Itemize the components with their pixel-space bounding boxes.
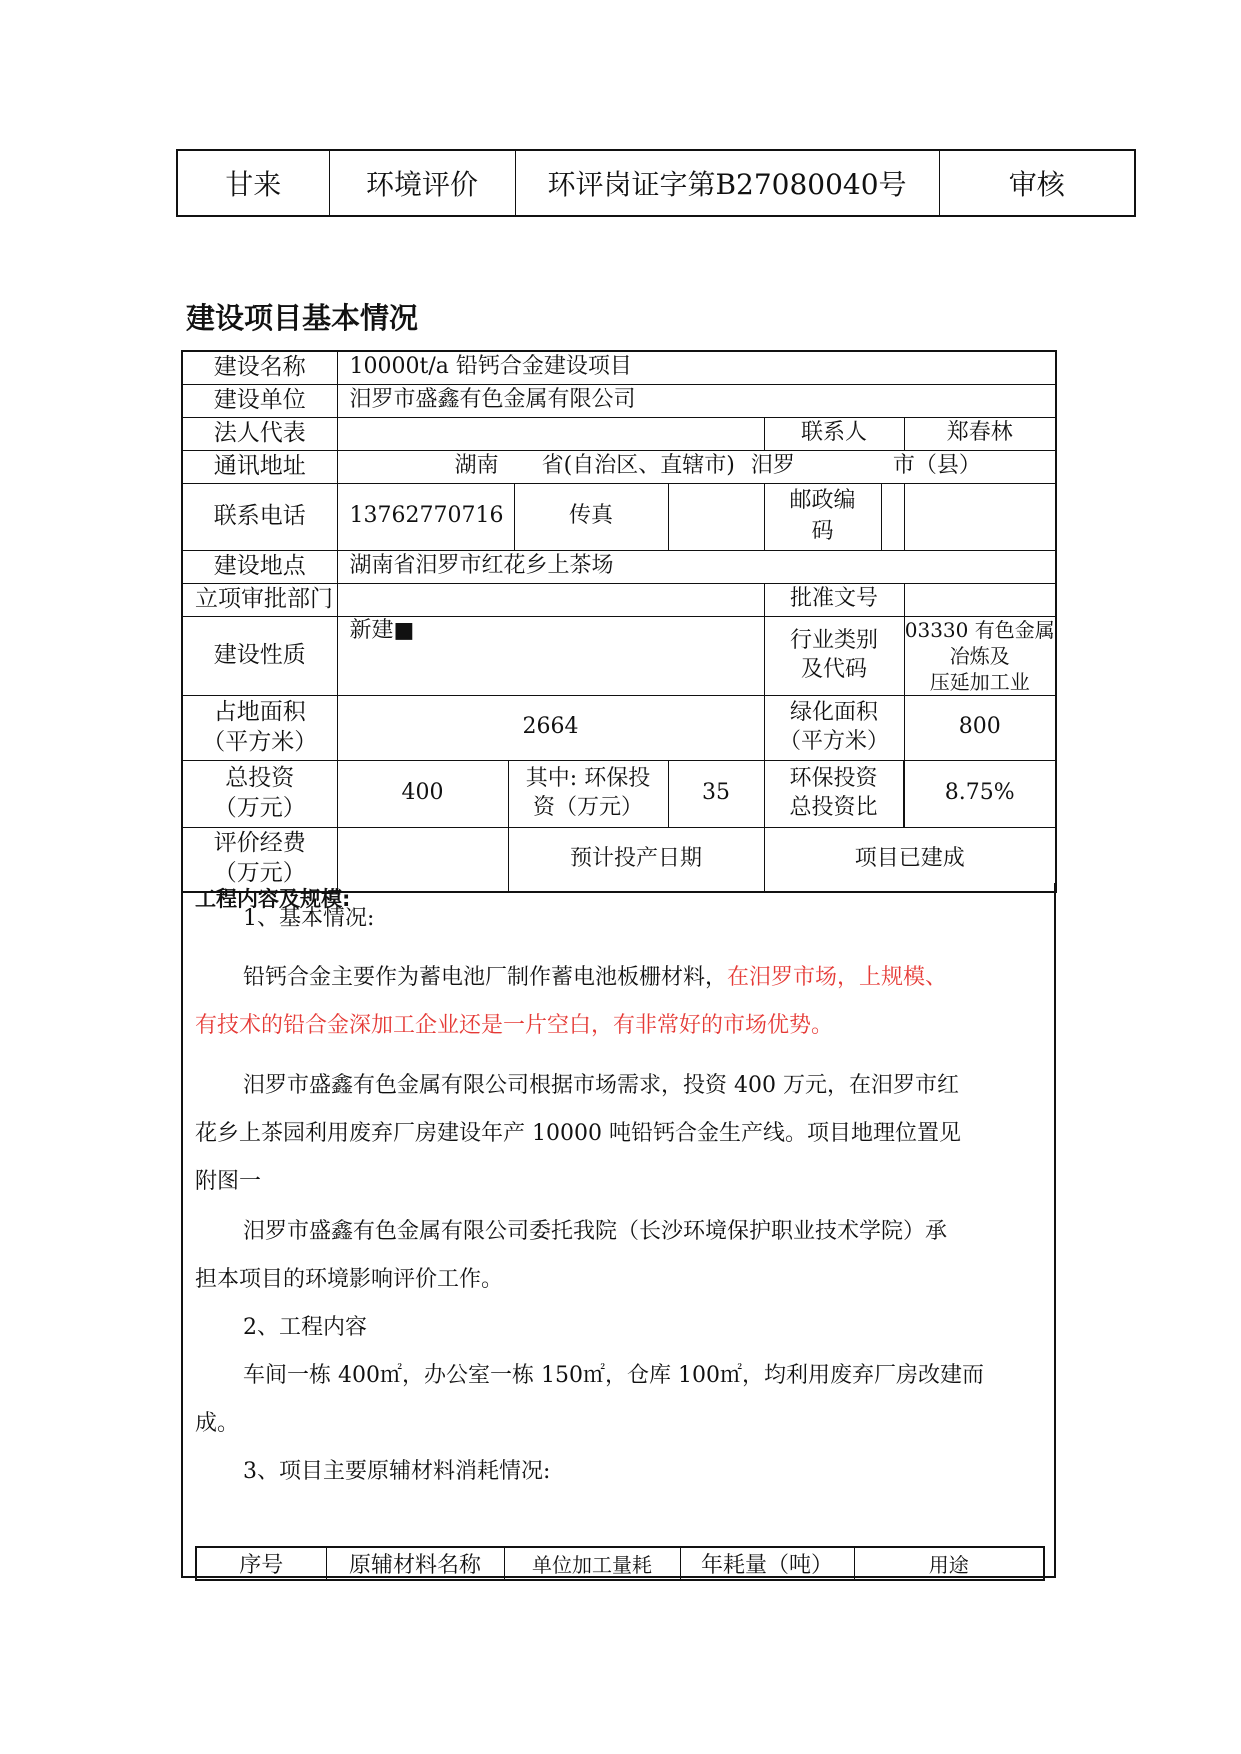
- env-invest-label-line2: 资（万元）: [532, 794, 643, 820]
- address-city: 汨罗: [750, 453, 795, 479]
- para-4-line-1: 车间一栋 400㎡，办公室一栋 150㎡，仓库 100㎡，均利用废弃厂房改建而: [243, 1363, 984, 1388]
- nature-value: 新建■: [337, 616, 764, 695]
- para-3-line-2: 担本项目的环境影响评价工作。: [195, 1267, 504, 1292]
- industry-label-line2: 及代码: [800, 656, 867, 682]
- materials-col-index: 序号: [196, 1547, 326, 1580]
- row-phone: [182, 483, 1056, 550]
- unit-value: 汨罗市盛鑫有色金属有限公司: [337, 384, 1056, 417]
- env-invest-label: [508, 760, 668, 827]
- postcode-subtable: [765, 484, 904, 550]
- fax-label: 传真: [568, 503, 613, 529]
- para-1-black: 铅钙合金主要作为蓄电池厂制作蓄电池板栅材料，: [243, 965, 728, 990]
- address-label: 通讯地址: [182, 450, 337, 483]
- materials-col-name: 原辅材料名称: [326, 1547, 504, 1580]
- approval-doc-label: 批准文号: [764, 583, 904, 616]
- unit-label: 建设单位: [182, 384, 337, 417]
- invest-label-line1: 总投资: [225, 764, 295, 791]
- para-1-line-2: 有技术的铅合金深加工企业还是一片空白，有非常好的市场优势。: [195, 1013, 834, 1038]
- industry-value-line1: 03330 有色金属冶炼及: [904, 617, 1055, 668]
- green-value: 800: [904, 695, 1056, 760]
- area-value: 2664: [337, 695, 764, 760]
- env-invest-label-line1: 其中: 环保投: [525, 765, 651, 791]
- area-label-line2: （平方米）: [202, 728, 318, 755]
- contact-label: 联系人: [764, 417, 904, 450]
- postcode-label-line1: 邮政编: [789, 487, 856, 513]
- green-label-line2: （平方米）: [778, 728, 889, 754]
- heading-engineering: 2、工程内容: [243, 1315, 367, 1340]
- address-city-suffix: 市（县）: [892, 453, 981, 479]
- para-4-line-2: 成。: [195, 1411, 240, 1436]
- project-info-table: [181, 350, 1057, 893]
- para-2-line-2: 花乡上茶园利用废弃厂房建设年产 10000 吨铅钙合金生产线。项目地理位置见: [195, 1121, 961, 1146]
- ratio-label-line2: 总投资比: [789, 794, 878, 820]
- industry-label-line1: 行业类别: [789, 627, 878, 653]
- green-label: [764, 695, 904, 760]
- fax-value: [668, 483, 764, 550]
- signature-row: [177, 150, 1135, 216]
- row-site: [182, 550, 1056, 583]
- legal-rep-label: 法人代表: [182, 417, 337, 450]
- ratio-label-line1: 环保投资: [789, 765, 878, 791]
- project-name-value: 10000t/a 铅钙合金建设项目: [337, 351, 1056, 384]
- invest-value: 400: [337, 760, 508, 827]
- industry-label: [764, 616, 904, 695]
- materials-table: [195, 1546, 1045, 1581]
- para-1-line-1: [243, 953, 1095, 1002]
- para-2-line-3: 附图一: [195, 1169, 262, 1194]
- materials-col-use: 用途: [854, 1547, 1044, 1580]
- row-unit: [182, 384, 1056, 417]
- row-nature: [182, 616, 1056, 695]
- area-label: [182, 695, 337, 760]
- legal-rep-value: [337, 417, 764, 450]
- green-label-line1: 绿化面积: [789, 699, 878, 725]
- signature-name: 甘来: [177, 150, 329, 216]
- ratio-value: 8.75%: [904, 760, 1056, 827]
- site-value: 湖南省汨罗市红花乡上茶场: [337, 550, 1056, 583]
- address-province-suffix: 省(自治区、直辖市): [541, 453, 735, 479]
- materials-header-row: [196, 1547, 1044, 1580]
- signature-cert: 环评岗证字第B27080040号: [515, 150, 939, 216]
- para-2-line-1: 汨罗市盛鑫有色金属有限公司根据市场需求，投资 400 万元，在汨罗市红: [243, 1073, 959, 1098]
- row-area: [182, 695, 1056, 760]
- row-legal-rep: [182, 417, 1056, 450]
- signature-duty: 审核: [939, 150, 1135, 216]
- fee-label-line1: 评价经费: [213, 830, 306, 857]
- industry-value: [904, 616, 1056, 695]
- approval-doc-value: [904, 583, 1056, 616]
- approval-dept-label: 立项审批部门: [182, 583, 337, 616]
- row-approval: [182, 583, 1056, 616]
- fee-label-line2: （万元）: [213, 860, 306, 887]
- postcode-value-left: [881, 484, 904, 550]
- content-heading: 工程内容及规模:: [195, 887, 351, 911]
- materials-col-annual: 年耗量（吨）: [680, 1547, 854, 1580]
- address-value: [337, 450, 1056, 483]
- nature-label: 建设性质: [182, 616, 337, 695]
- invest-label: [182, 760, 337, 827]
- invest-label-line2: （万元）: [213, 794, 306, 821]
- para-1-red-a: 在汨罗市场，上规模、: [727, 965, 948, 990]
- signature-role: 环境评价: [329, 150, 515, 216]
- para-3-line-1: 汨罗市盛鑫有色金属有限公司委托我院（长沙环境保护职业技术学院）承: [243, 1219, 948, 1244]
- contact-value: 郑春林: [904, 417, 1056, 450]
- phone-fax-subtable: [338, 484, 668, 550]
- ratio-label: [765, 761, 904, 827]
- row-project-name: [182, 351, 1056, 384]
- row-address: [182, 450, 1056, 483]
- heading-materials: 3、项目主要原辅材料消耗情况:: [243, 1459, 551, 1484]
- operation-date-value: 项目已建成: [764, 827, 1056, 892]
- postcode-label-line2: 码: [811, 518, 834, 544]
- project-content-box: [181, 883, 1056, 1578]
- phone-label: 联系电话: [182, 483, 337, 550]
- ratio-subtable: [765, 761, 904, 827]
- approval-dept-value: [337, 583, 764, 616]
- env-invest-value: 35: [668, 760, 764, 827]
- area-label-line1: 占地面积: [213, 698, 306, 725]
- industry-value-line2: 压延加工业: [929, 669, 1030, 694]
- materials-col-unit: 单位加工量耗: [504, 1547, 680, 1580]
- operation-date-label: 预计投产日期: [508, 827, 764, 892]
- project-name-label: 建设名称: [182, 351, 337, 384]
- address-province: 湖南: [454, 453, 499, 479]
- phone-value: 13762770716: [338, 484, 515, 550]
- site-label: 建设地点: [182, 550, 337, 583]
- heading-basic: 1、基本情况:: [243, 906, 375, 931]
- row-investment: [182, 760, 1056, 827]
- signature-table: [176, 149, 1136, 217]
- section-title: 建设项目基本情况: [186, 301, 419, 335]
- postcode-value: [904, 483, 1056, 550]
- postcode-label: [765, 484, 882, 550]
